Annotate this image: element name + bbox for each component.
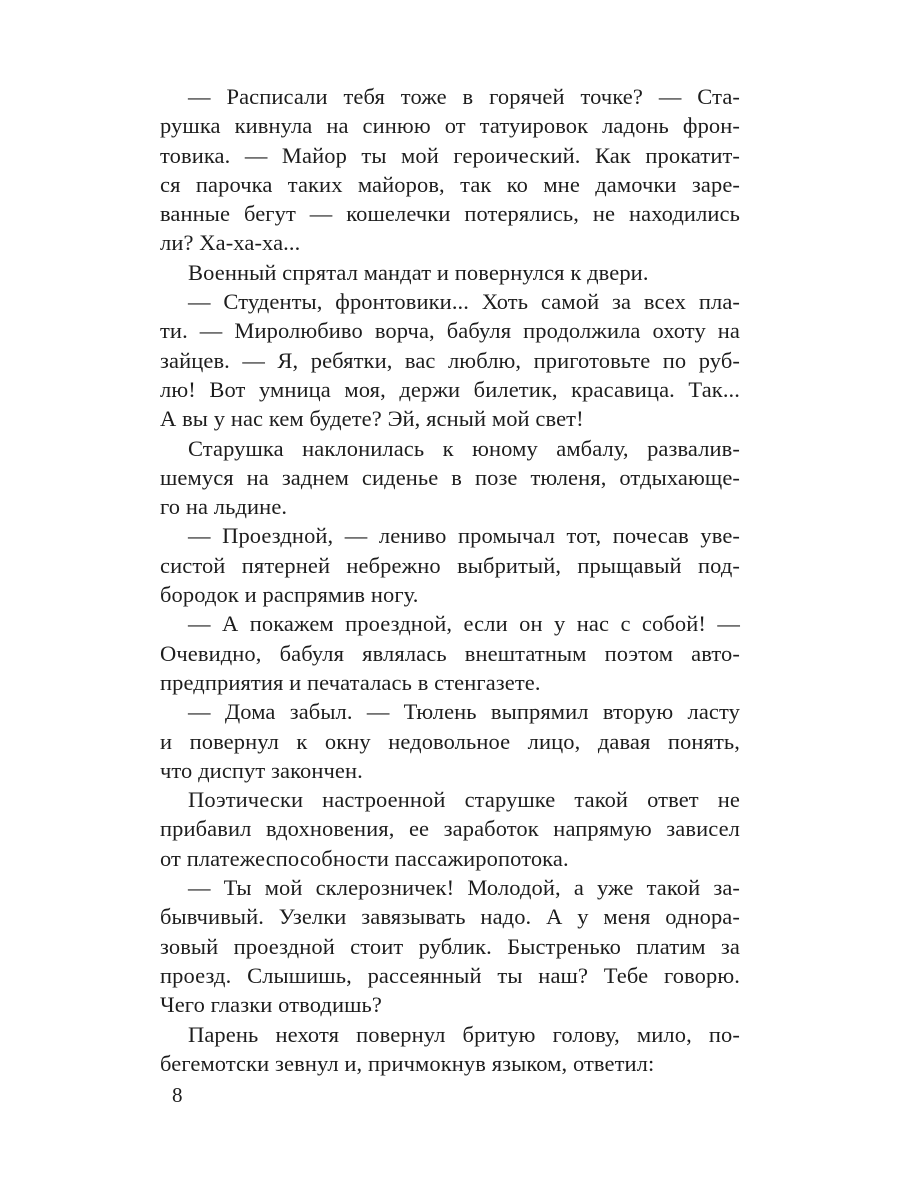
text-line: зовый проездной стоит рублик. Быстренько платим за [160,933,740,959]
text-line: Чего глазки отводишь? [160,992,382,1018]
text-line: систой пятерней небрежно выбритый, прыщавый под- [160,552,740,578]
text-line: прибавил вдохновения, ее заработок напрямую зависел [160,816,740,842]
text-line: бородок и распрямив ногу. [160,582,419,608]
paragraph [160,287,740,433]
paragraph [160,434,740,522]
text-line: Поэтически настроенной старушке такой ответ не [188,787,740,813]
text-line: лю! Вот умница моя, держи билетик, красавица. Так... [160,376,740,402]
text-line: рушка кивнула на синюю от татуировок ладонь фрон- [160,113,740,139]
paragraph [160,609,740,697]
text-line: — Дома забыл. — Тюлень выпрямил вторую ласту [188,699,740,725]
text-line: А вы у нас кем будете? Эй, ясный мой свет! [160,406,584,432]
paragraph [160,521,740,609]
text-line: от платежеспособности пассажиропотока. [160,845,569,871]
text-line: ванные бегут — кошелечки потерялись, не находились [160,201,740,227]
text-block [160,82,740,1078]
text-line: зайцев. — Я, ребятки, вас люблю, приготовьте по руб- [160,347,740,373]
text-line: — Проездной, — лениво промычал тот, почесав уве- [188,523,740,549]
paragraph [160,1020,740,1079]
text-line: и повернул к окну недовольное лицо, давая понять, [160,728,740,754]
text-line: шемуся на заднем сиденье в позе тюленя, отдыхающе- [160,464,740,490]
text-line: Парень нехотя повернул бритую голову, мило, по- [188,1021,740,1047]
text-line: го на льдине. [160,494,288,520]
text-line: предприятия и печаталась в стенгазете. [160,669,541,695]
paragraph [160,82,740,258]
text-line: бегемотски зевнул и, причмокнув языком, ответил: [160,1050,655,1076]
text-line: — А покажем проездной, если он у нас с собой! — [188,611,740,637]
paragraph [160,873,740,1019]
text-line: ти. — Миролюбиво ворча, бабуля продолжила охоту на [160,318,740,344]
paragraph [160,258,740,287]
text-line: ся парочка таких майоров, так ко мне дамочки заре- [160,171,740,197]
text-line: Военный спрятал мандат и повернулся к двери. [188,259,649,285]
paragraph [160,697,740,785]
text-line: — Ты мой склерозничек! Молодой, а уже такой за- [188,875,740,901]
text-line: что диспут закончен. [160,757,363,783]
text-line: ли? Ха-ха-ха... [160,230,301,256]
text-line: товика. — Майор ты мой героический. Как прокатит- [160,142,740,168]
paragraph [160,785,740,873]
text-line: — Студенты, фронтовики... Хоть самой за всех пла- [188,289,740,315]
text-line: Очевидно, бабуля являлась внештатным поэтом авто- [160,640,740,666]
text-line: Старушка наклонилась к юному амбалу, развалив- [188,435,740,461]
text-line: проезд. Слышишь, рассеянный ты наш? Тебе говорю. [160,962,740,988]
text-line: — Расписали тебя тоже в горячей точке? — Ста- [188,84,740,109]
page-number: 8 [172,1083,183,1107]
text-line: бывчивый. Узелки завязывать надо. А у меня однора- [160,904,740,930]
